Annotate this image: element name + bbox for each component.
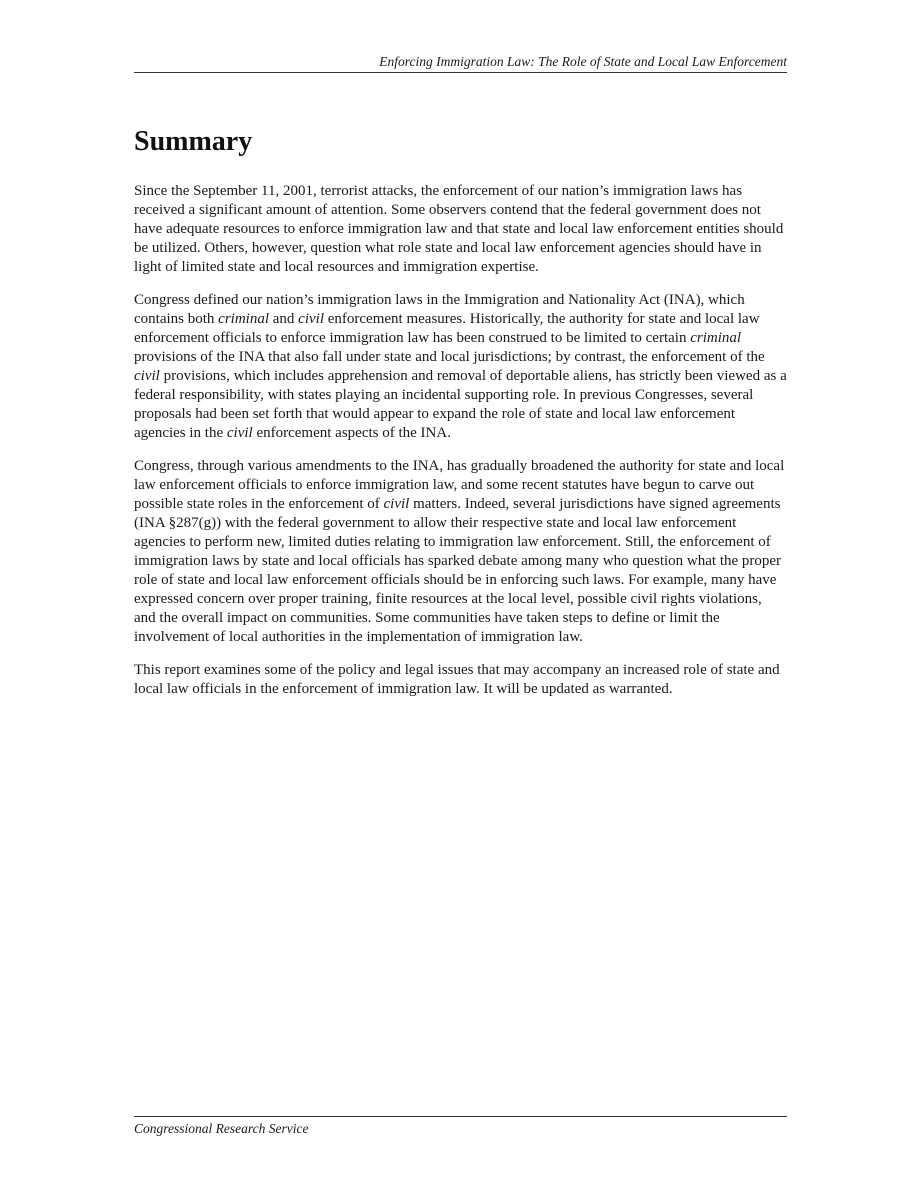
running-footer: Congressional Research Service [134,1116,787,1137]
text-run: Congress, through various amendments to the INA, has gradually broadened the authority for state and local law enforcement officials to enforce immigration law, and some recent statutes have begun to carve out possible state roles in the enforcement of [134,458,785,512]
running-header: Enforcing Immigration Law: The Role of State and Local Law Enforcement [134,54,787,73]
summary-paragraph [134,661,787,699]
summary-section [134,124,787,713]
summary-paragraph [134,291,787,443]
italic-term: civil [298,311,324,327]
text-run: and [269,311,299,327]
summary-body [134,182,787,699]
text-run: matters. Indeed, several jurisdictions have signed agreements (INA §287(g)) with the federal government to allow their respective state and local law enforcement agencies to perform new, limited duties relating to immigration law enforcement. Still, the enforcement of immigration laws by state and local officials has sparked debate among many who question what the proper role of state and local law enforcement officials should be in enforcing such laws. For example, many have expressed concern over proper training, finite resources at the local level, possible civil rights violations, and the overall impact on communities. Some communities have taken steps to define or limit the involvement of local authorities in the implementation of immigration law. [134,496,782,645]
text-run: provisions, which includes apprehension and removal of deportable aliens, has strictly been viewed as a federal responsibility, with states playing an incidental supporting role. In previous Congresses, several proposals had been set forth that would appear to expand the role of state and local law enforcement agencies in the [134,368,787,441]
text-run: provisions of the INA that also fall under state and local jurisdictions; by contrast, the enforcement of the [134,349,765,365]
summary-paragraph [134,457,787,647]
summary-paragraph [134,182,787,277]
text-run: Since the September 11, 2001, terrorist attacks, the enforcement of our nation’s immigration laws has received a significant amount of attention. Some observers contend that the federal government does not have adequate resources to enforce immigration law and that state and local law enforcement entities should be utilized. Others, however, question what role state and local law enforcement agencies should have in light of limited state and local resources and immigration expertise. [134,183,784,275]
summary-heading: Summary [134,126,253,157]
text-run: enforcement measures. Historically, the authority for state and local law enforcement officials to enforce immigration law has been construed to be limited to certain [134,311,760,346]
italic-term: criminal [218,311,269,327]
text-run: enforcement aspects of the INA. [252,425,451,441]
text-run: This report examines some of the policy and legal issues that may accompany an increased role of state and local law officials in the enforcement of immigration law. It will be updated as warranted. [134,662,780,697]
text-run: Congress defined our nation’s immigration laws in the Immigration and Nationality Act (INA), which contains both [134,292,745,327]
italic-term: civil [134,368,160,384]
italic-term: civil [383,496,410,512]
italic-term: civil [226,425,253,441]
italic-term: criminal [690,330,742,346]
